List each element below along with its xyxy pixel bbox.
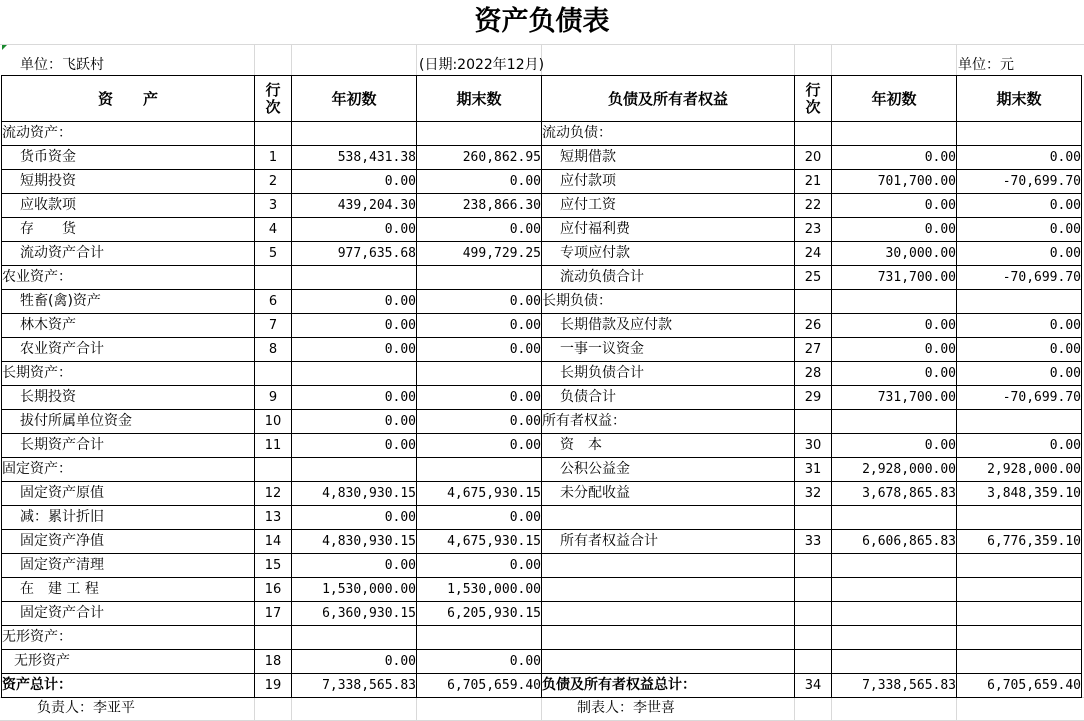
- asset-line-cell[interactable]: 10: [255, 410, 292, 434]
- liability-label-cell[interactable]: 应付工资: [542, 194, 795, 218]
- asset-label-cell[interactable]: 流动资产合计: [2, 242, 255, 266]
- sheet-title: 资产负债表: [474, 6, 610, 37]
- asset-label-cell[interactable]: 拔付所属单位资金: [2, 410, 255, 434]
- asset-label-cell[interactable]: 农业资产合计: [2, 338, 255, 362]
- asset-end-cell[interactable]: 1,530,000.00: [417, 578, 542, 602]
- liability-total-line-cell[interactable]: 34: [795, 674, 832, 698]
- asset-line-cell[interactable]: 15: [255, 554, 292, 578]
- table-row: [2, 602, 1082, 626]
- table-row: [2, 218, 1082, 242]
- asset-label-cell[interactable]: 减：累计折旧: [2, 506, 255, 530]
- asset-end-cell[interactable]: 260,862.95: [417, 146, 542, 170]
- liability-line-cell[interactable]: 22: [795, 194, 832, 218]
- asset-end-cell[interactable]: 499,729.25: [417, 242, 542, 266]
- liability-begin-cell[interactable]: [832, 122, 957, 146]
- asset-line-cell[interactable]: 4: [255, 218, 292, 242]
- asset-end-cell[interactable]: 4,675,930.15: [417, 530, 542, 554]
- asset-end-cell[interactable]: [417, 266, 542, 290]
- asset-line-cell[interactable]: [255, 122, 292, 146]
- table-row: [2, 122, 1082, 146]
- header-begin-liabilities[interactable]: 年初数: [832, 76, 957, 122]
- liability-begin-cell[interactable]: 0.00: [832, 338, 957, 362]
- liability-total-begin-cell[interactable]: 7,338,565.83: [832, 674, 957, 698]
- asset-label-cell[interactable]: 固定资产：: [2, 458, 255, 482]
- liability-label-cell[interactable]: 短期借款: [542, 146, 795, 170]
- asset-end-cell[interactable]: 0.00: [417, 554, 542, 578]
- liability-label-cell[interactable]: 应付款项: [542, 170, 795, 194]
- table-row: [2, 506, 1082, 530]
- footer-responsible-person: 负责人：李亚平: [37, 700, 135, 716]
- liability-end-cell[interactable]: [957, 650, 1082, 674]
- header-asset[interactable]: 资 产: [2, 76, 255, 122]
- liability-label-cell[interactable]: 一事一议资金: [542, 338, 795, 362]
- liability-begin-cell[interactable]: [832, 578, 957, 602]
- footer-preparer: 制表人：李世喜: [577, 700, 675, 716]
- liability-end-cell[interactable]: 0.00: [957, 218, 1082, 242]
- asset-end-cell[interactable]: [417, 458, 542, 482]
- liability-begin-cell[interactable]: [832, 410, 957, 434]
- asset-total-label-cell[interactable]: 资产总计：: [2, 674, 255, 698]
- liability-begin-cell[interactable]: [832, 602, 957, 626]
- liability-label-cell[interactable]: [542, 650, 795, 674]
- liability-begin-cell[interactable]: [832, 650, 957, 674]
- asset-label-cell[interactable]: 固定资产净值: [2, 530, 255, 554]
- liability-line-cell[interactable]: [795, 578, 832, 602]
- liability-line-cell[interactable]: 31: [795, 458, 832, 482]
- liability-label-cell[interactable]: [542, 626, 795, 650]
- liability-end-cell[interactable]: 0.00: [957, 146, 1082, 170]
- header-end-assets[interactable]: 期末数: [417, 76, 542, 122]
- liability-line-cell[interactable]: [795, 122, 832, 146]
- asset-end-cell[interactable]: 4,675,930.15: [417, 482, 542, 506]
- asset-end-cell[interactable]: 0.00: [417, 314, 542, 338]
- liability-label-cell[interactable]: 流动负债合计: [542, 266, 795, 290]
- asset-label-cell[interactable]: 固定资产原值: [2, 482, 255, 506]
- liability-end-cell[interactable]: 0.00: [957, 314, 1082, 338]
- asset-line-cell[interactable]: 11: [255, 434, 292, 458]
- asset-label-cell[interactable]: 林木资产: [2, 314, 255, 338]
- asset-label-cell[interactable]: 在 建 工 程: [2, 578, 255, 602]
- liability-end-cell[interactable]: 0.00: [957, 242, 1082, 266]
- asset-label-cell[interactable]: 应收款项: [2, 194, 255, 218]
- table-row: [2, 410, 1082, 434]
- balance-sheet-table: [1, 75, 1082, 698]
- table-row: [2, 554, 1082, 578]
- asset-line-cell[interactable]: 16: [255, 578, 292, 602]
- liability-label-cell[interactable]: 资 本: [542, 434, 795, 458]
- asset-begin-cell[interactable]: 439,204.30: [292, 194, 417, 218]
- liability-line-cell[interactable]: [795, 602, 832, 626]
- liability-label-cell[interactable]: 负债合计: [542, 386, 795, 410]
- liability-label-cell[interactable]: 长期借款及应付款: [542, 314, 795, 338]
- table-row: [2, 386, 1082, 410]
- liability-end-cell[interactable]: 0.00: [957, 362, 1082, 386]
- liability-begin-cell[interactable]: 2,928,000.00: [832, 458, 957, 482]
- liability-end-cell[interactable]: [957, 626, 1082, 650]
- asset-line-cell[interactable]: 7: [255, 314, 292, 338]
- liability-label-cell[interactable]: 所有者权益：: [542, 410, 795, 434]
- asset-label-cell[interactable]: 长期资产合计: [2, 434, 255, 458]
- asset-label-cell[interactable]: 农业资产：: [2, 266, 255, 290]
- liability-line-cell[interactable]: 21: [795, 170, 832, 194]
- asset-begin-cell[interactable]: 4,830,930.15: [292, 530, 417, 554]
- liability-begin-cell[interactable]: [832, 290, 957, 314]
- liability-end-cell[interactable]: -70,699.70: [957, 386, 1082, 410]
- asset-line-cell[interactable]: 17: [255, 602, 292, 626]
- liability-total-end-cell[interactable]: 6,705,659.40: [957, 674, 1082, 698]
- table-row: [2, 362, 1082, 386]
- liability-end-cell[interactable]: 3,848,359.10: [957, 482, 1082, 506]
- asset-end-cell[interactable]: 0.00: [417, 338, 542, 362]
- asset-begin-cell[interactable]: 0.00: [292, 290, 417, 314]
- asset-label-cell[interactable]: 货币资金: [2, 146, 255, 170]
- header-line-no-assets[interactable]: [255, 76, 292, 122]
- liability-end-cell[interactable]: [957, 290, 1082, 314]
- asset-line-cell[interactable]: 6: [255, 290, 292, 314]
- liability-total-label-cell[interactable]: 负债及所有者权益总计：: [542, 674, 795, 698]
- liability-end-cell[interactable]: [957, 410, 1082, 434]
- report-date: (日期:2022年12月): [419, 57, 545, 73]
- asset-label-cell[interactable]: 短期投资: [2, 170, 255, 194]
- asset-line-cell[interactable]: 13: [255, 506, 292, 530]
- header-row: [2, 76, 1082, 122]
- liability-begin-cell[interactable]: 731,700.00: [832, 266, 957, 290]
- table-row: [2, 626, 1082, 650]
- asset-begin-cell[interactable]: 0.00: [292, 338, 417, 362]
- liability-begin-cell[interactable]: 731,700.00: [832, 386, 957, 410]
- liability-line-cell[interactable]: [795, 290, 832, 314]
- liability-line-cell[interactable]: [795, 410, 832, 434]
- asset-begin-cell[interactable]: 0.00: [292, 434, 417, 458]
- liability-end-cell[interactable]: -70,699.70: [957, 266, 1082, 290]
- asset-line-cell[interactable]: 3: [255, 194, 292, 218]
- asset-line-cell[interactable]: 5: [255, 242, 292, 266]
- asset-label-cell[interactable]: 长期资产：: [2, 362, 255, 386]
- liability-line-cell[interactable]: 23: [795, 218, 832, 242]
- asset-line-cell[interactable]: 18: [255, 650, 292, 674]
- asset-begin-cell[interactable]: 1,530,000.00: [292, 578, 417, 602]
- asset-label-cell[interactable]: 固定资产清理: [2, 554, 255, 578]
- liability-end-cell[interactable]: 0.00: [957, 434, 1082, 458]
- asset-total-line-cell[interactable]: 19: [255, 674, 292, 698]
- table-row: [2, 578, 1082, 602]
- liability-begin-cell[interactable]: 6,606,865.83: [832, 530, 957, 554]
- asset-line-cell[interactable]: [255, 626, 292, 650]
- liability-begin-cell[interactable]: 3,678,865.83: [832, 482, 957, 506]
- liability-line-cell[interactable]: 30: [795, 434, 832, 458]
- asset-line-cell[interactable]: [255, 362, 292, 386]
- asset-line-cell[interactable]: 12: [255, 482, 292, 506]
- asset-line-cell[interactable]: 8: [255, 338, 292, 362]
- liability-label-cell[interactable]: 流动负债：: [542, 122, 795, 146]
- liability-end-cell[interactable]: [957, 602, 1082, 626]
- cell-indicator-icon: [2, 45, 7, 50]
- liability-line-cell[interactable]: 27: [795, 338, 832, 362]
- liability-line-cell[interactable]: 29: [795, 386, 832, 410]
- asset-line-cell[interactable]: 14: [255, 530, 292, 554]
- asset-end-cell[interactable]: 0.00: [417, 410, 542, 434]
- liability-end-cell[interactable]: 0.00: [957, 194, 1082, 218]
- table-body: [2, 122, 1082, 698]
- header-end-liabilities[interactable]: 期末数: [957, 76, 1082, 122]
- asset-begin-cell[interactable]: 0.00: [292, 410, 417, 434]
- asset-label-cell[interactable]: 流动资产：: [2, 122, 255, 146]
- table-row: [2, 146, 1082, 170]
- asset-begin-cell[interactable]: 977,635.68: [292, 242, 417, 266]
- asset-end-cell[interactable]: 238,866.30: [417, 194, 542, 218]
- asset-begin-cell[interactable]: [292, 266, 417, 290]
- asset-end-cell[interactable]: [417, 362, 542, 386]
- liability-end-cell[interactable]: [957, 578, 1082, 602]
- liability-begin-cell[interactable]: 0.00: [832, 434, 957, 458]
- asset-end-cell[interactable]: 6,205,930.15: [417, 602, 542, 626]
- liability-end-cell[interactable]: -70,699.70: [957, 170, 1082, 194]
- asset-begin-cell[interactable]: 0.00: [292, 218, 417, 242]
- liability-label-cell[interactable]: 所有者权益合计: [542, 530, 795, 554]
- liability-label-cell[interactable]: [542, 506, 795, 530]
- asset-end-cell[interactable]: 0.00: [417, 506, 542, 530]
- liability-line-cell[interactable]: 25: [795, 266, 832, 290]
- liability-label-cell[interactable]: 长期负债合计: [542, 362, 795, 386]
- liability-line-cell[interactable]: 32: [795, 482, 832, 506]
- asset-label-cell[interactable]: 固定资产合计: [2, 602, 255, 626]
- asset-line-cell[interactable]: 1: [255, 146, 292, 170]
- asset-line-cell[interactable]: [255, 458, 292, 482]
- liability-label-cell[interactable]: 公积公益金: [542, 458, 795, 482]
- asset-end-cell[interactable]: [417, 626, 542, 650]
- liability-end-cell[interactable]: [957, 554, 1082, 578]
- liability-begin-cell[interactable]: 0.00: [832, 146, 957, 170]
- liability-begin-cell[interactable]: 30,000.00: [832, 242, 957, 266]
- asset-begin-cell[interactable]: 6,360,930.15: [292, 602, 417, 626]
- asset-end-cell[interactable]: 0.00: [417, 290, 542, 314]
- header-line-text: 行 次: [265, 80, 281, 116]
- table-row: [2, 434, 1082, 458]
- asset-begin-cell[interactable]: 4,830,930.15: [292, 482, 417, 506]
- liability-line-cell[interactable]: 20: [795, 146, 832, 170]
- liability-label-cell[interactable]: [542, 554, 795, 578]
- asset-end-cell[interactable]: 0.00: [417, 170, 542, 194]
- unit-currency: 单位：元: [958, 57, 1014, 73]
- table-row: [2, 314, 1082, 338]
- liability-line-cell[interactable]: [795, 506, 832, 530]
- table-row: [2, 242, 1082, 266]
- liability-label-cell[interactable]: 未分配收益: [542, 482, 795, 506]
- liability-label-cell[interactable]: 专项应付款: [542, 242, 795, 266]
- liability-begin-cell[interactable]: [832, 506, 957, 530]
- asset-label-cell[interactable]: 长期投资: [2, 386, 255, 410]
- liability-end-cell[interactable]: [957, 506, 1082, 530]
- asset-line-cell[interactable]: 9: [255, 386, 292, 410]
- asset-begin-cell[interactable]: [292, 122, 417, 146]
- liability-label-cell[interactable]: [542, 602, 795, 626]
- liability-line-cell[interactable]: 33: [795, 530, 832, 554]
- asset-total-end-cell[interactable]: 6,705,659.40: [417, 674, 542, 698]
- asset-begin-cell[interactable]: [292, 362, 417, 386]
- liability-label-cell[interactable]: [542, 578, 795, 602]
- liability-line-cell[interactable]: 24: [795, 242, 832, 266]
- liability-end-cell[interactable]: 0.00: [957, 338, 1082, 362]
- liability-begin-cell[interactable]: 0.00: [832, 194, 957, 218]
- asset-begin-cell[interactable]: 0.00: [292, 386, 417, 410]
- asset-line-cell[interactable]: 2: [255, 170, 292, 194]
- asset-end-cell[interactable]: 0.00: [417, 434, 542, 458]
- asset-end-cell[interactable]: [417, 122, 542, 146]
- unit-organization: 单位：飞跃村: [20, 57, 104, 73]
- header-begin-assets[interactable]: 年初数: [292, 76, 417, 122]
- liability-begin-cell[interactable]: 0.00: [832, 218, 957, 242]
- liability-end-cell[interactable]: 6,776,359.10: [957, 530, 1082, 554]
- asset-begin-cell[interactable]: 0.00: [292, 650, 417, 674]
- header-line-text: 行 次: [805, 80, 821, 116]
- asset-begin-cell[interactable]: 0.00: [292, 506, 417, 530]
- asset-begin-cell[interactable]: 0.00: [292, 170, 417, 194]
- asset-begin-cell[interactable]: [292, 626, 417, 650]
- header-line-no-liabilities[interactable]: [795, 76, 832, 122]
- asset-line-cell[interactable]: [255, 266, 292, 290]
- liability-line-cell[interactable]: 28: [795, 362, 832, 386]
- table-row: [2, 530, 1082, 554]
- liability-line-cell[interactable]: 26: [795, 314, 832, 338]
- liability-label-cell[interactable]: 长期负债：: [542, 290, 795, 314]
- table-row: [2, 338, 1082, 362]
- liability-begin-cell[interactable]: 0.00: [832, 362, 957, 386]
- liability-end-cell[interactable]: [957, 122, 1082, 146]
- liability-end-cell[interactable]: 2,928,000.00: [957, 458, 1082, 482]
- asset-label-cell[interactable]: 无形资产: [2, 650, 255, 674]
- liability-line-cell[interactable]: [795, 650, 832, 674]
- table-row: [2, 290, 1082, 314]
- liability-begin-cell[interactable]: [832, 554, 957, 578]
- table-row: [2, 266, 1082, 290]
- table-row: [2, 650, 1082, 674]
- total-row: [2, 674, 1082, 698]
- asset-label-cell[interactable]: 无形资产：: [2, 626, 255, 650]
- table-row: [2, 458, 1082, 482]
- asset-begin-cell[interactable]: [292, 458, 417, 482]
- liability-begin-cell[interactable]: [832, 626, 957, 650]
- liability-line-cell[interactable]: [795, 626, 832, 650]
- asset-begin-cell[interactable]: 0.00: [292, 554, 417, 578]
- table-row: [2, 194, 1082, 218]
- asset-label-cell[interactable]: 存 货: [2, 218, 255, 242]
- asset-total-begin-cell[interactable]: 7,338,565.83: [292, 674, 417, 698]
- asset-begin-cell[interactable]: 0.00: [292, 314, 417, 338]
- asset-end-cell[interactable]: 0.00: [417, 386, 542, 410]
- table-row: [2, 170, 1082, 194]
- liability-line-cell[interactable]: [795, 554, 832, 578]
- table-row: [2, 482, 1082, 506]
- liability-begin-cell[interactable]: 701,700.00: [832, 170, 957, 194]
- liability-label-cell[interactable]: 应付福利费: [542, 218, 795, 242]
- liability-begin-cell[interactable]: 0.00: [832, 314, 957, 338]
- asset-end-cell[interactable]: 0.00: [417, 650, 542, 674]
- asset-begin-cell[interactable]: 538,431.38: [292, 146, 417, 170]
- asset-label-cell[interactable]: 牲畜(禽)资产: [2, 290, 255, 314]
- asset-end-cell[interactable]: 0.00: [417, 218, 542, 242]
- header-liabilities[interactable]: 负债及所有者权益: [542, 76, 795, 122]
